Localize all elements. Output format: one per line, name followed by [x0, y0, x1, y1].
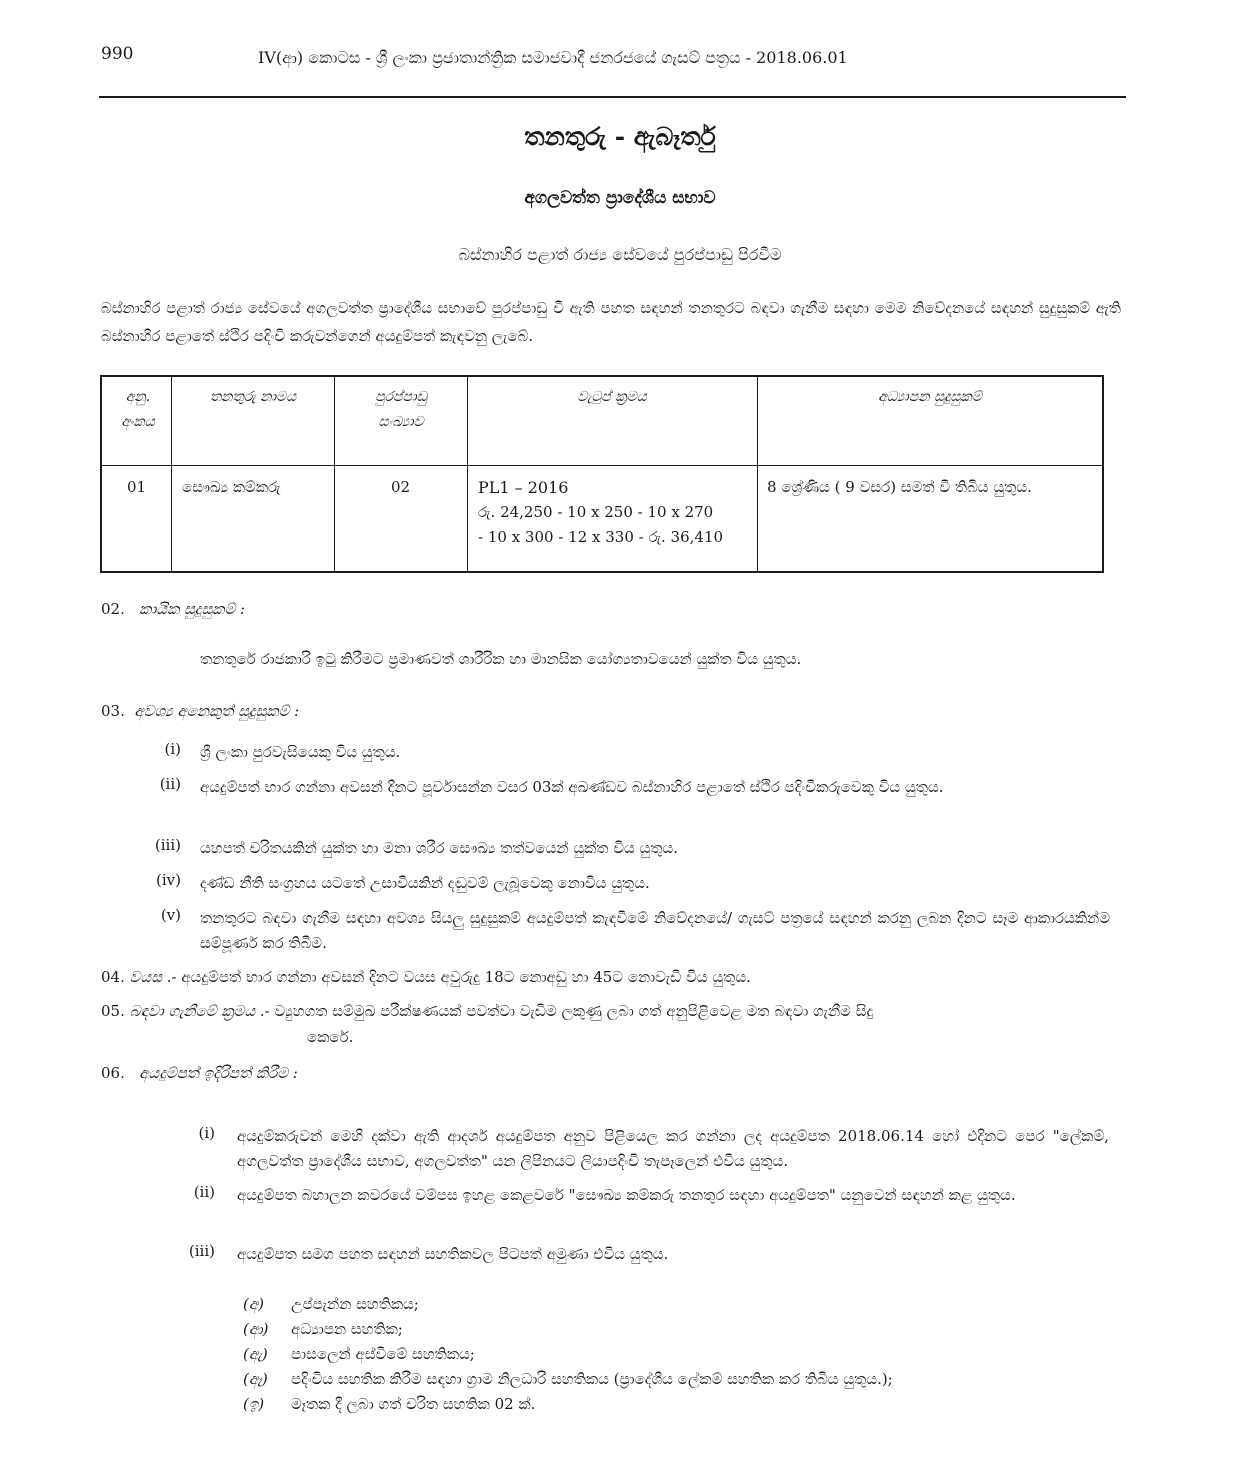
list-item-text: අයදුම්පත සමග පහත සඳහන් සහතිකවල පිටපත් අමුණා එවිය යුතුය.	[237, 1245, 669, 1263]
intro-paragraph: බස්නාහිර පළාත් රාජ්‍ය සේවයේ අගලවත්ත ප්‍රාදේශීය සභාවේ පුරප්පාඩු වී ඇති පහත සඳහන් තනතුරට බඳවා ගැනීම සඳහා මෙම නිවේදනයේ සඳහන් සුදුසුකම් ඇති බස්නාහිර පළාතේ ස්ථිර පදිංචි කරුවන්ගෙන් අයදුම්පත් කැඳවනු ලැබේ.	[101, 299, 1121, 345]
list-item-number: (iv)	[156, 871, 181, 889]
gazette-header: IV(ආ) කොටස - ශ්‍රී ලංකා ප්‍රජාතාන්ත්‍රික සමාජවාදී ජනරජයේ ගැසට් පත්‍රය - 2018.06.01	[258, 48, 848, 67]
section-number: 04.	[101, 968, 125, 986]
vacancy-table	[100, 375, 1104, 573]
header-education: අධ්‍යාපන සුදුසුකම්	[878, 389, 982, 405]
table-divider	[467, 377, 468, 571]
section-03-heading	[101, 702, 299, 720]
list-item-text: අයදුම්කරුවන් මෙහි දක්වා ඇති ආදර්ශ අයදුම්පත අනුව පිළියෙල කර ගන්නා ලද අයදුම්පත 2018.06.14 හෝ එදිනට පෙර "ලේකම්, අගලවත්ත ප්‍රාදේශීය සභාව, අගලවත්ත" යන ලිපිනයට ලියාපදිංචි තැපෑලෙන් එවිය යුතුය.	[237, 1127, 1109, 1170]
page-number: 990	[101, 44, 134, 64]
section-label: වයස .-	[129, 968, 177, 986]
list-item-text: අයදුම්පත් භාර ගන්නා අවසන් දිනට පූර්වාසන්න වසර 03ක් අඛණ්ඩව බස්නාහිර පළාතේ ස්ථිර පදිංචිකරුවෙකු විය යුතුය.	[200, 778, 944, 796]
section-label: කායික සුදුසුකම් :	[139, 600, 246, 618]
list-item-number: (i)	[198, 1124, 215, 1142]
cell-education: 8 ශ්‍රේණිය ( 9 වසර) සමත් වී තිබිය යුතුය.	[767, 478, 1032, 496]
salary-steps: රු. 24,250 - 10 x 250 - 10 x 270	[478, 503, 714, 521]
header-vacancies: පුරප්පාඩු සංඛ්‍යාව	[375, 389, 427, 430]
attachment-label: (අ)	[243, 1295, 264, 1313]
salary-steps: - 10 x 300 - 12 x 330 - රු. 36,410	[478, 528, 724, 546]
list-item-text: අයදුම්පත බහාලන කවරයේ වම්පස ඉහළ කෙළවරේ "සෞඛ්‍ය කම්කරු තනතුර සඳහා අයදුම්පත" යනුවෙන් සඳහන් කළ යුතුය.	[237, 1186, 1016, 1204]
section-02-text: තනතුරේ රාජකාරි ඉටු කිරීමට ප්‍රමාණවත් ශාරීරික හා මානසික යෝග්‍යතාවයෙන් යුක්ත විය යුතුය.	[200, 650, 802, 668]
cell-salary-scale	[478, 475, 752, 550]
cell-post-name: සෞඛ්‍ය කම්කරු	[182, 478, 281, 496]
section-text: ව්‍යුහගත සම්මුඛ පරීක්ෂණයක් පවත්වා වැඩිම ලකුණු ලබා ගත් අනුපිළිවෙළ මත බඳවා ගැනීම සිදු	[274, 1002, 874, 1020]
section-02-heading	[101, 600, 245, 618]
section-text: අයදුම්පත් භාර ගන්නා අවසන් දිනට වයස අවුරුදු 18ට නොඅඩු හා 45ට නොවැඩි විය යුතුය.	[181, 968, 751, 986]
section-05	[101, 1002, 873, 1020]
list-item-number: (iii)	[154, 836, 181, 854]
salary-code: PL1 – 2016	[478, 478, 569, 497]
header-post-name: තනතුරු නාමය	[209, 389, 297, 405]
list-item-text: ශ්‍රී ලංකා පුරවැසියෙකු විය යුතුය.	[200, 743, 401, 761]
section-06-heading	[101, 1064, 298, 1082]
table-divider	[171, 377, 172, 571]
section-label: අවශ්‍ය අනෙකුත් සුදුසුකම් :	[134, 702, 300, 720]
attachment-text: මෑතක දී ලබා ගත් චරිත සහතික 02 ක්.	[291, 1395, 536, 1413]
section-label: අයදුම්පත් ඉදිරිපත් කිරීම :	[139, 1064, 298, 1082]
section-number: 05.	[101, 1002, 125, 1020]
section-label: බඳවා ගැනීමේ ක්‍රමය .-	[129, 1002, 270, 1020]
list-item-text: යහපත් චරිතයකින් යුක්ත හා මනා ශරීර සෞඛ්‍ය තත්වයෙන් යුක්ත විය යුතුය.	[200, 839, 679, 857]
list-item-number: (ii)	[193, 1183, 215, 1201]
header-divider	[99, 96, 1126, 98]
notice-subtitle: බස්නාහිර පළාත් රාජ්‍ය සේවයේ පුරප්පාඩු පිරවීම	[458, 245, 782, 264]
page-title: තනතුරු - ඇබෑර්තු	[524, 122, 716, 151]
section-number: 03.	[101, 702, 125, 720]
organization-name: අගලවත්ත ප්‍රාදේශීය සභාව	[524, 188, 716, 208]
list-item-text: දණ්ඩ නීති සංග්‍රහය යටතේ උසාවියකින් දඬුවම් ලැබූවෙකු නොවිය යුතුය.	[200, 874, 650, 892]
table-divider	[334, 377, 335, 571]
attachment-text: පදිංචිය සහතික කිරීම සඳහා ග්‍රාම නිලධාරි සහතිකය (ප්‍රාදේශීය ලේකම් සහතික කර තිබිය යුතුය.);	[291, 1370, 893, 1388]
list-item-text: තනතුරට බඳවා ගැනීම සඳහා අවශ්‍ය සියලු සුදුසුකම් අයදුම්පත් කැඳවීමේ නිවේදනයේ/ ගැසට් පත්‍රයේ සඳහන් කරනු ලබන දිනට සෑම ආකාරයකින්ම සම්පූර්ණ කර තිබීම.	[200, 909, 1110, 952]
section-05-continuation: කෙරේ.	[307, 1028, 354, 1046]
section-04	[101, 968, 751, 986]
attachment-label: (ඉ)	[243, 1395, 265, 1413]
section-number: 02.	[101, 600, 125, 618]
list-item-number: (i)	[164, 740, 181, 758]
list-item-number: (v)	[160, 906, 181, 924]
table-divider	[757, 377, 758, 571]
list-item-number: (iii)	[188, 1242, 215, 1260]
attachment-text: අධ්‍යාපන සහතික;	[291, 1320, 403, 1338]
list-item-number: (ii)	[159, 775, 181, 793]
cell-serial-no: 01	[126, 478, 147, 496]
header-salary-scale: වැටුප් ක්‍රමය	[577, 389, 647, 405]
cell-vacancies: 02	[390, 478, 411, 496]
attachment-label: (ඈ)	[243, 1370, 268, 1388]
table-divider	[102, 465, 1102, 466]
section-number: 06.	[101, 1064, 125, 1082]
header-serial-no: අනු. අංකය	[121, 389, 155, 430]
attachment-text: පාසලෙන් අස්වීමේ සහතිකය;	[291, 1345, 475, 1363]
attachment-text: උප්පැන්න සහතිකය;	[291, 1295, 419, 1313]
attachment-label: (ඇ)	[243, 1345, 268, 1363]
attachment-label: (ආ)	[243, 1320, 269, 1338]
